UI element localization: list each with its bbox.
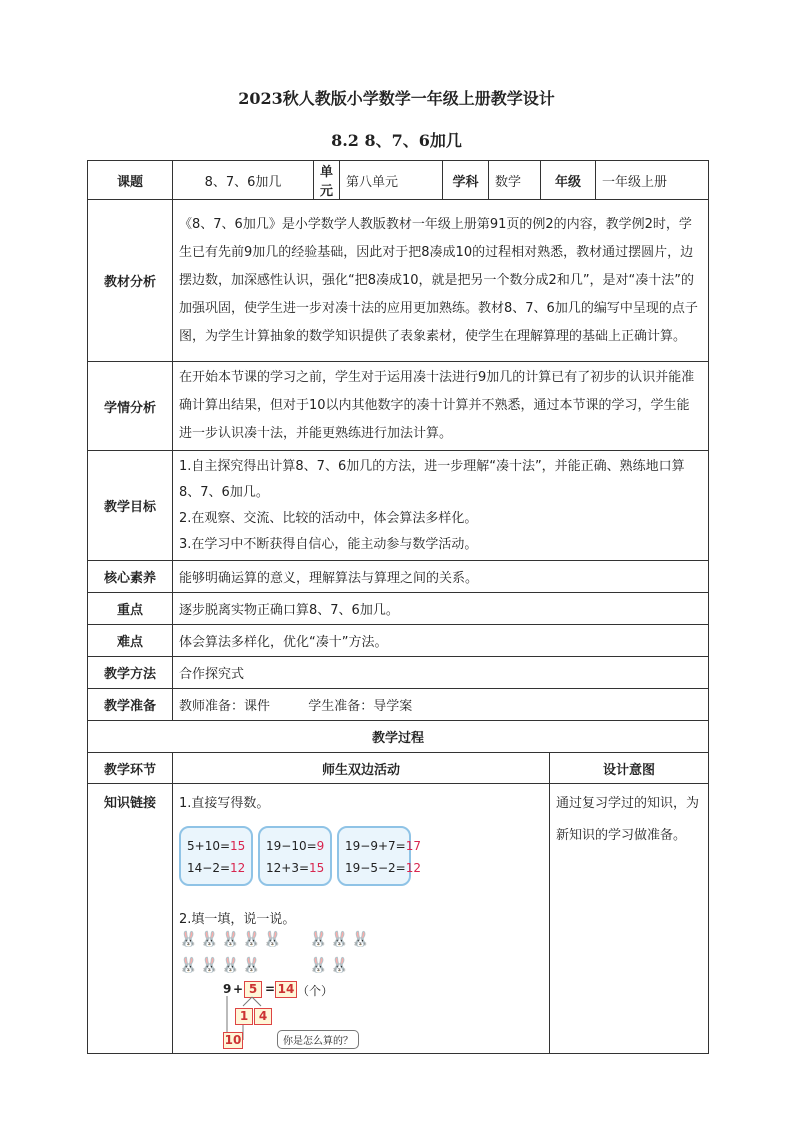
goal-item: 2.在观察、交流、比较的活动中，体会算法多样化。: [179, 510, 478, 526]
col-intent-header: 设计意图: [550, 753, 709, 784]
rabbit-icon: 🐰: [309, 956, 328, 974]
knowledge-row: [88, 784, 709, 1054]
intent-cell: 通过复习学过的知识，为新知识的学习做准备。: [550, 784, 709, 1054]
key-text: 逐步脱离实物正确口算8、7、6加几。: [173, 593, 709, 625]
key-row: [88, 593, 709, 625]
step-label: 知识链接: [88, 784, 173, 1054]
subject-label: 学科: [443, 161, 489, 200]
grade-label: 年级: [541, 161, 596, 200]
addend-a: 9: [223, 982, 232, 996]
prep-text: [173, 689, 709, 721]
prep-row: [88, 689, 709, 721]
method-label: 教学方法: [88, 657, 173, 689]
page-title: 2023秋人教版小学数学一年级上册教学设计: [238, 89, 555, 108]
subject-value: 数学: [489, 161, 541, 200]
lesson-plan-table: [87, 160, 709, 1054]
prep-teacher: 教师准备：课件: [179, 699, 271, 714]
literacy-text: 能够明确运算的意义，理解算法与算理之间的关系。: [173, 561, 709, 593]
textbook-label: 教材分析: [88, 200, 173, 362]
rabbit-icon: 🐰: [330, 930, 349, 948]
key-label: 重点: [88, 593, 173, 625]
prep-student: 学生准备：导学案: [308, 699, 413, 714]
student-label: 学情分析: [88, 362, 173, 451]
rabbit-icon: 🐰: [200, 956, 219, 974]
unit-value: 第八单元: [340, 161, 443, 200]
col-activity-header: 师生双边活动: [173, 753, 550, 784]
col-step-header: 教学环节: [88, 753, 173, 784]
equation-card: 19−9+7=17 19−5−2=12: [337, 826, 411, 886]
rabbit-icon: 🐰: [309, 930, 328, 948]
difficulty-text: 体会算法多样化，优化“凑十”方法。: [173, 625, 709, 657]
info-row: [88, 161, 709, 200]
plus-sign: +: [233, 982, 244, 996]
rabbit-icon: 🐰: [179, 956, 198, 974]
answer: 12: [405, 861, 421, 875]
method-row: [88, 657, 709, 689]
rabbit-icon: 🐰: [221, 930, 240, 948]
goals-row: [88, 451, 709, 561]
student-text: 在开始本节课的学习之前，学生对于运用凑十法进行9加几的计算已有了初步的认识并能准确计算出结果，但对于10以内其他数字的凑十计算并不熟悉，通过本节课的学习，学生能进一步认识凑十法，并能更熟练进行加法计算。: [173, 362, 709, 451]
rabbit-icon: 🐰: [242, 956, 261, 974]
rabbit-icon: 🐰: [330, 956, 349, 974]
rabbit-icon: 🐰: [221, 956, 240, 974]
textbook-row: [88, 200, 709, 362]
answer: 9: [316, 839, 325, 853]
rabbit-icon: 🐰: [200, 930, 219, 948]
textbook-text: 《8、7、6加几》是小学数学人教版教材一年级上册第91页的例2的内容，教学例2时，学生已有先前9加几的经验基础，因此对于把8凑成10的过程相对熟悉，教材通过摆圆片，边摆边数，加深感性认识，强化“把8凑成10，就是把另一个数分成2和几”，是对“凑十法”的加强巩固，使学生进一步对凑十法的应用更加熟练。教材8、7、6加几的编写中呈现的点子图，为学生计算抽象的数学知识提供了表象素材，使学生在理解算理的基础上正确计算。: [173, 200, 709, 362]
answer: 15: [230, 839, 246, 853]
goal-item: 1.自主探究得出计算8、7、6加几的方法，进一步理解“凑十法”，并能正确、熟练地口算8、7、6加几。: [179, 458, 685, 500]
rabbit-icon: 🐰: [351, 930, 370, 948]
answer: 12: [230, 861, 246, 875]
answer: 15: [309, 861, 325, 875]
split-lines: [173, 784, 473, 1052]
equals-sign: =: [265, 982, 276, 996]
split-left-box: 1: [235, 1008, 253, 1025]
process-section-title: 教学过程: [88, 721, 709, 753]
exercise-1-title: 1.直接写得数。: [179, 796, 270, 811]
split-right-box: 4: [254, 1008, 272, 1025]
prep-label: 教学准备: [88, 689, 173, 721]
method-text: 合作探究式: [173, 657, 709, 689]
literacy-label: 核心素养: [88, 561, 173, 593]
topic-value: 8、7、6加几: [173, 161, 314, 200]
difficulty-row: [88, 625, 709, 657]
literacy-row: [88, 561, 709, 593]
goals-label: 教学目标: [88, 451, 173, 561]
rabbit-icon: 🐰: [179, 930, 198, 948]
exercise-2-title: 2.填一填，说一说。: [179, 912, 296, 927]
unit-label: 单元: [314, 161, 340, 200]
goals-list: [173, 451, 709, 561]
rabbit-icon: 🐰: [263, 930, 282, 948]
grade-value: 一年级上册: [596, 161, 709, 200]
addend-b-box: 5: [244, 981, 262, 998]
rabbit-icon: 🐰: [242, 930, 261, 948]
speech-bubble: 你是怎么算的？: [277, 1030, 359, 1049]
process-header-row: [88, 753, 709, 784]
student-row: [88, 362, 709, 451]
equation-card: 5+10=15 14−2=12: [179, 826, 253, 886]
result-box: 14: [275, 981, 297, 998]
equation-card: 19−10=9 12+3=15: [258, 826, 332, 886]
topic-label: 课题: [88, 161, 173, 200]
activity-cell: [173, 784, 550, 1054]
process-title-row: [88, 721, 709, 753]
goal-item: 3.在学习中不断获得自信心，能主动参与数学活动。: [179, 536, 478, 552]
difficulty-label: 难点: [88, 625, 173, 657]
lesson-subtitle: 8.2 8、7、6加几: [331, 131, 462, 150]
unit-text: （个）: [297, 984, 334, 998]
ten-box: 10: [224, 1033, 242, 1047]
answer: 17: [405, 839, 421, 853]
